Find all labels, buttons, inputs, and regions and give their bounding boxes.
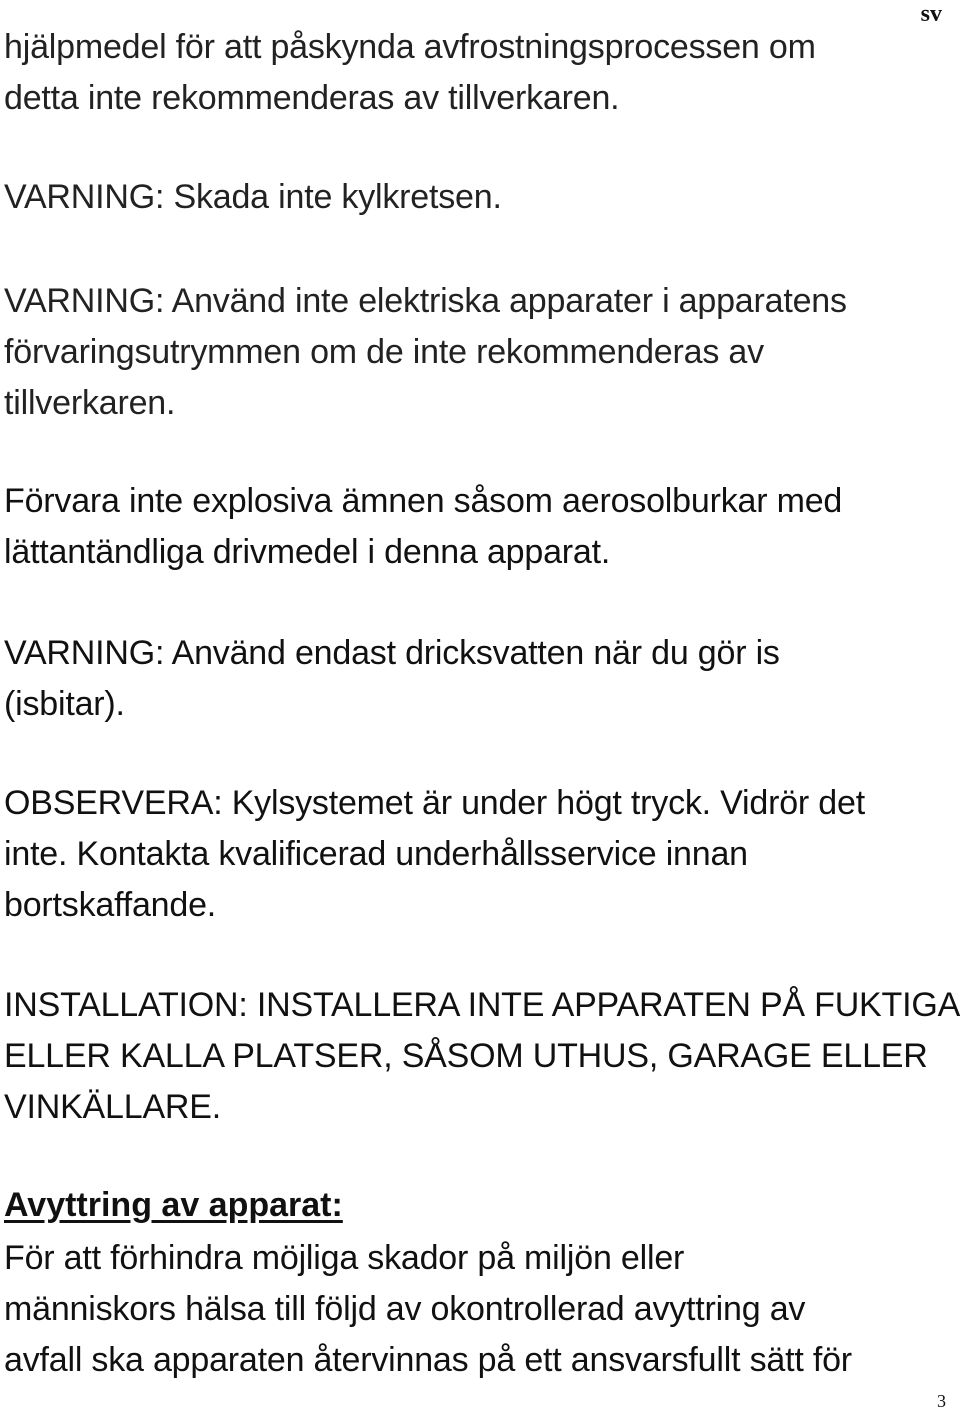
paragraph-observe-pressure [4, 778, 865, 931]
text-line: människors hälsa till följd av okontrollerad avyttring av [4, 1290, 806, 1328]
paragraph-defrost [4, 22, 816, 124]
paragraph-warning-water [4, 628, 780, 730]
text-line: VARNING: Använd inte elektriska apparater i apparatens [4, 282, 847, 320]
text-line: ELLER KALLA PLATSER, SÅSOM UTHUS, GARAGE ELLER [4, 1037, 928, 1075]
paragraph-explosives [4, 476, 842, 578]
text-line: OBSERVERA: Kylsystemet är under högt tryck. Vidrör det [4, 784, 865, 822]
paragraph-warning-electrical [4, 276, 847, 429]
page-number: 3 [937, 1391, 946, 1411]
text-line: lättantändliga drivmedel i denna apparat. [4, 533, 611, 571]
text-line: VINKÄLLARE. [4, 1088, 222, 1126]
text-line: VARNING: Skada inte kylkretsen. [4, 178, 502, 216]
disposal-heading: Avyttring av apparat: [4, 1186, 343, 1224]
text-line: VARNING: Använd endast dricksvatten när du gör is [4, 634, 780, 672]
language-tag: sv [920, 1, 942, 27]
text-line: detta inte rekommenderas av tillverkaren. [4, 79, 620, 117]
paragraph-installation [4, 980, 960, 1133]
text-line: förvaringsutrymmen om de inte rekommenderas av [4, 333, 764, 371]
text-line: INSTALLATION: INSTALLERA INTE APPARATEN PÅ FUKTIGA [4, 986, 960, 1024]
text-line: inte. Kontakta kvalificerad underhållsservice innan [4, 835, 748, 873]
text-line: tillverkaren. [4, 384, 176, 422]
text-line: avfall ska apparaten återvinnas på ett ansvarsfullt sätt för [4, 1341, 852, 1379]
text-line: hjälpmedel för att påskynda avfrostningsprocessen om [4, 28, 816, 66]
text-line: För att förhindra möjliga skador på miljön eller [4, 1239, 685, 1277]
paragraph-disposal [4, 1233, 852, 1386]
paragraph-warning-circuit [4, 172, 502, 223]
text-line: bortskaffande. [4, 886, 217, 924]
text-line: Förvara inte explosiva ämnen såsom aerosolburkar med [4, 482, 843, 520]
text-line: (isbitar). [4, 685, 125, 723]
